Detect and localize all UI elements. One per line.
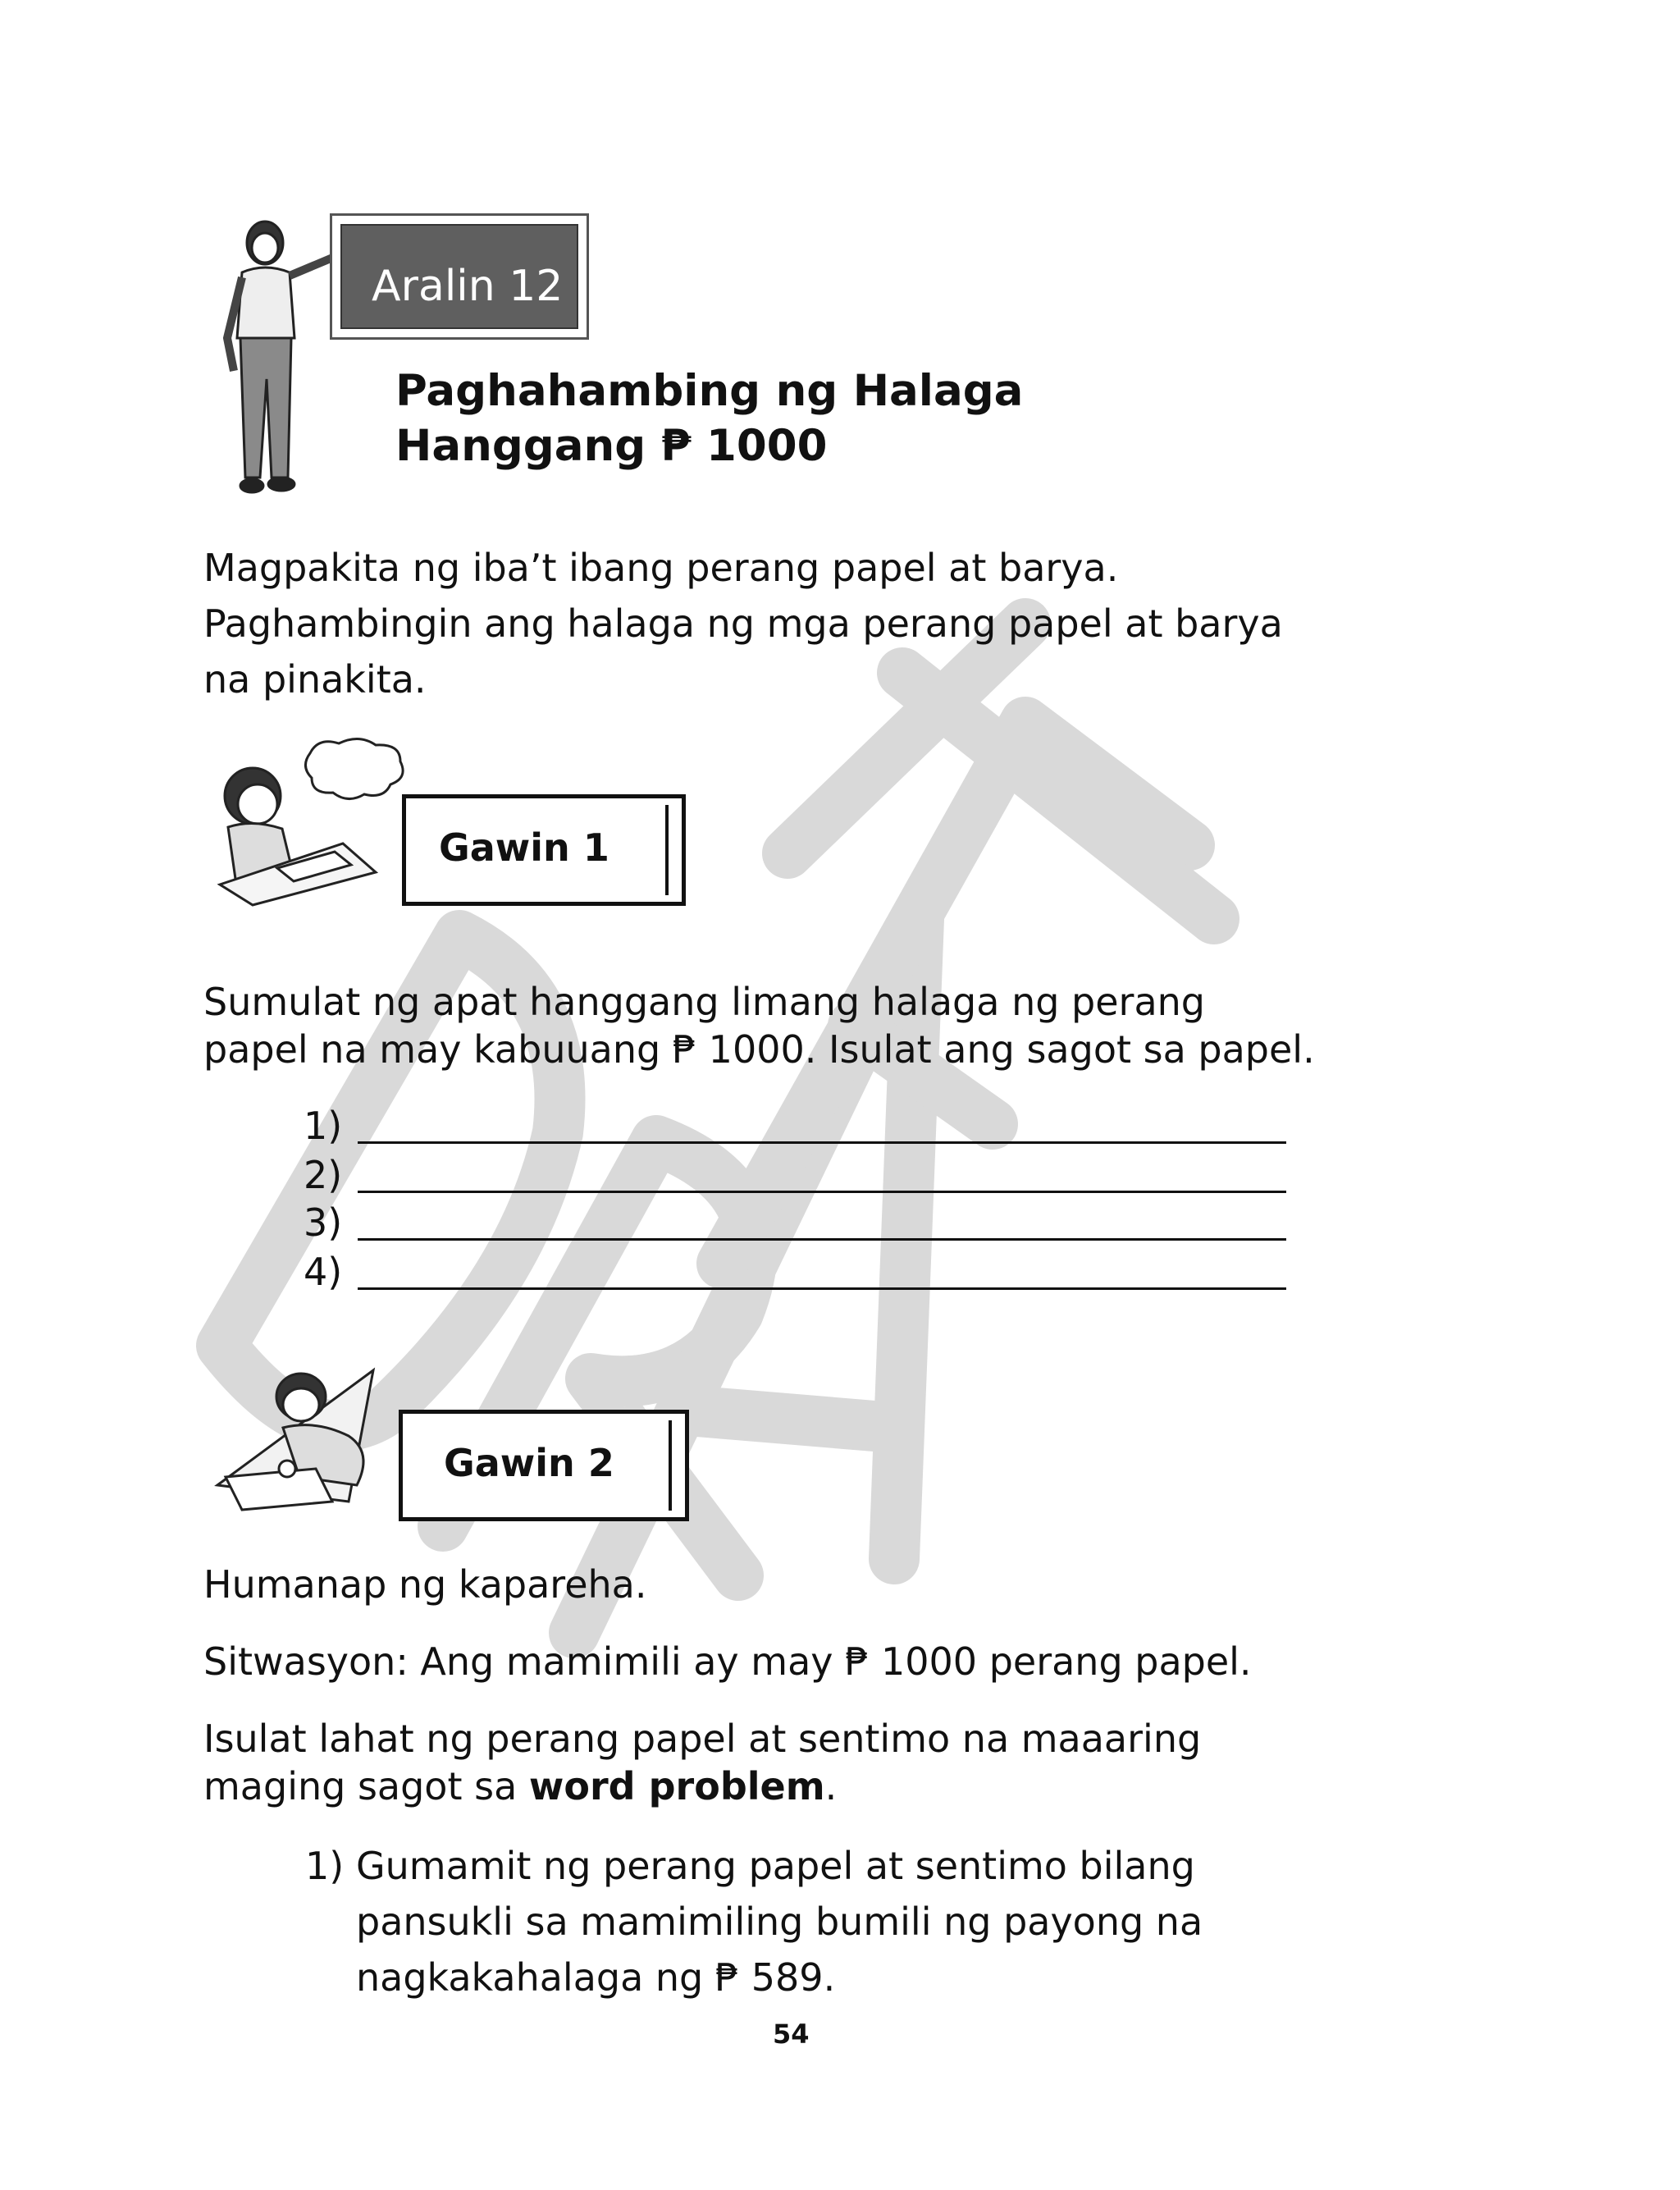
gawin-2-instruction-line-1: Isulat lahat ng perang papel at sentimo na maaaring bbox=[203, 1717, 1202, 1761]
problem-text bbox=[356, 1838, 1258, 2005]
gawin-2-label: Gawin 2 bbox=[444, 1441, 614, 1485]
thinking-child-illustration bbox=[203, 737, 409, 909]
problem-line-3: nagkakahalaga ng ₱ 589. bbox=[356, 1955, 836, 2000]
blank-line[interactable] bbox=[358, 1191, 1286, 1193]
gawin-1-instruction bbox=[203, 978, 1315, 1073]
blank-number: 4) bbox=[304, 1250, 343, 1294]
gawin-1-instruction-line-1: Sumulat ng apat hanggang limang halaga ng perang bbox=[203, 980, 1205, 1024]
blank-number: 1) bbox=[304, 1104, 343, 1148]
intro-line-2: Paghambingin ang halaga ng mga perang papel at barya bbox=[203, 601, 1283, 646]
gawin-2-instruction bbox=[203, 1715, 1201, 1810]
blank-line[interactable] bbox=[358, 1287, 1286, 1290]
intro-line-3: na pinakita. bbox=[203, 657, 427, 702]
drawing-child-illustration bbox=[209, 1362, 406, 1518]
gawin-1-instruction-line-2: papel na may kabuuang ₱ 1000. Isulat ang sagot sa papel. bbox=[203, 1027, 1315, 1072]
instruction-text: maging sagot sa bbox=[203, 1764, 529, 1808]
lesson-board bbox=[330, 213, 589, 340]
blank-number: 2) bbox=[304, 1153, 343, 1197]
gawin-1-label: Gawin 1 bbox=[439, 825, 609, 870]
problem-line-1: Gumamit ng perang papel at sentimo bilang bbox=[356, 1844, 1195, 1888]
lesson-title bbox=[395, 363, 1023, 473]
intro-paragraph bbox=[203, 540, 1283, 707]
intro-line-1: Magpakita ng iba’t ibang perang papel at barya. bbox=[203, 546, 1119, 590]
problem-line-2: pansukli sa mamimiling bumili ng payong na bbox=[356, 1900, 1203, 1944]
blank-number: 3) bbox=[304, 1200, 343, 1245]
gawin-2-situation: Sitwasyon: Ang mamimili ay may ₱ 1000 perang papel. bbox=[203, 1639, 1252, 1684]
problem-number: 1) bbox=[305, 1844, 345, 1888]
lesson-title-line-1: Paghahambing ng Halaga bbox=[395, 366, 1024, 416]
blank-line[interactable] bbox=[358, 1141, 1286, 1144]
gawin-2-line-1: Humanap ng kapareha. bbox=[203, 1562, 647, 1607]
lesson-number: Aralin 12 bbox=[372, 262, 564, 311]
gawin-2-box bbox=[399, 1410, 689, 1521]
gawin-1-box bbox=[402, 794, 686, 906]
gawin-2-instruction-line-2 bbox=[203, 1763, 1201, 1810]
lesson-title-line-2: Hanggang ₱ 1000 bbox=[395, 421, 828, 471]
bold-term: word problem bbox=[528, 1764, 825, 1808]
instruction-period: . bbox=[824, 1764, 838, 1808]
page-number: 54 bbox=[773, 2019, 810, 2050]
blank-line[interactable] bbox=[358, 1238, 1286, 1241]
chalkboard bbox=[340, 224, 578, 329]
